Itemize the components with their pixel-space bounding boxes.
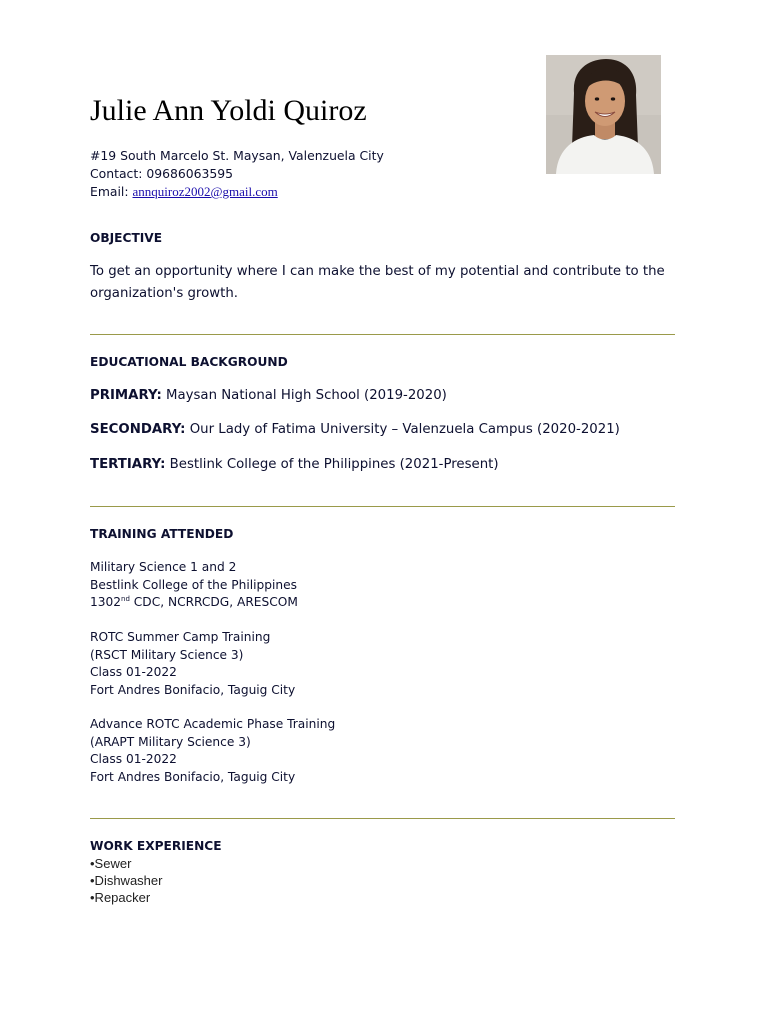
- training-unit-line: [90, 594, 298, 612]
- training-line: Military Science 1 and 2: [90, 560, 237, 574]
- education-level: PRIMARY:: [90, 388, 162, 403]
- training-item: [90, 716, 335, 786]
- training-heading: TRAINING ATTENDED: [90, 527, 234, 541]
- work-item: •Repacker: [90, 890, 151, 905]
- contact-label: Contact:: [90, 166, 143, 181]
- education-heading: EDUCATIONAL BACKGROUND: [90, 355, 288, 369]
- unit-number: 1302: [90, 595, 122, 610]
- training-item: [90, 559, 298, 612]
- unit-ordinal: nd: [121, 595, 130, 604]
- education-tertiary: [90, 457, 499, 472]
- address: #19 South Marcelo St. Maysan, Valenzuela City: [90, 148, 384, 163]
- contact-details: [90, 147, 384, 201]
- training-line: ROTC Summer Camp Training: [90, 630, 271, 644]
- work-heading: WORK EXPERIENCE: [90, 839, 222, 853]
- training-line: (ARAPT Military Science 3): [90, 734, 251, 749]
- education-detail: Maysan National High School (2019-2020): [166, 388, 447, 403]
- section-divider: [90, 506, 675, 507]
- email-link[interactable]: annquiroz2002@gmail.com: [132, 184, 278, 199]
- education-detail: Bestlink College of the Philippines (2021-Present): [169, 457, 499, 472]
- profile-photo: [546, 55, 661, 174]
- training-line: Fort Andres Bonifacio, Taguig City: [90, 769, 296, 784]
- training-line: Fort Andres Bonifacio, Taguig City: [90, 682, 296, 697]
- work-item: •Dishwasher: [90, 873, 163, 888]
- section-divider: [90, 818, 675, 819]
- training-line: Bestlink College of the Philippines: [90, 577, 297, 592]
- resume-name: Julie Ann Yoldi Quiroz: [90, 94, 367, 127]
- objective-heading: OBJECTIVE: [90, 231, 163, 245]
- work-item: •Sewer: [90, 856, 132, 871]
- education-primary: [90, 388, 447, 403]
- contact-line: [90, 165, 384, 183]
- education-level: SECONDARY:: [90, 422, 186, 437]
- training-line: (RSCT Military Science 3): [90, 647, 244, 662]
- education-secondary: [90, 422, 620, 437]
- training-line: Advance ROTC Academic Phase Training: [90, 717, 336, 731]
- email-label: Email:: [90, 184, 129, 199]
- work-list: [90, 855, 162, 906]
- education-detail: Our Lady of Fatima University – Valenzuela Campus (2020-2021): [189, 422, 620, 437]
- training-line: Class 01-2022: [90, 752, 177, 767]
- unit-names: CDC, NCRRCDG, ARESCOM: [129, 595, 298, 610]
- profile-photo-illustration: [546, 55, 661, 174]
- contact-number: 09686063595: [146, 166, 234, 181]
- objective-text: To get an opportunity where I can make the best of my potential and contribute to the organization's growth.: [90, 264, 665, 301]
- education-level: TERTIARY:: [90, 457, 166, 472]
- training-line: Class 01-2022: [90, 665, 177, 680]
- email-line: [90, 183, 384, 201]
- training-item: [90, 629, 295, 699]
- section-divider: [90, 334, 675, 335]
